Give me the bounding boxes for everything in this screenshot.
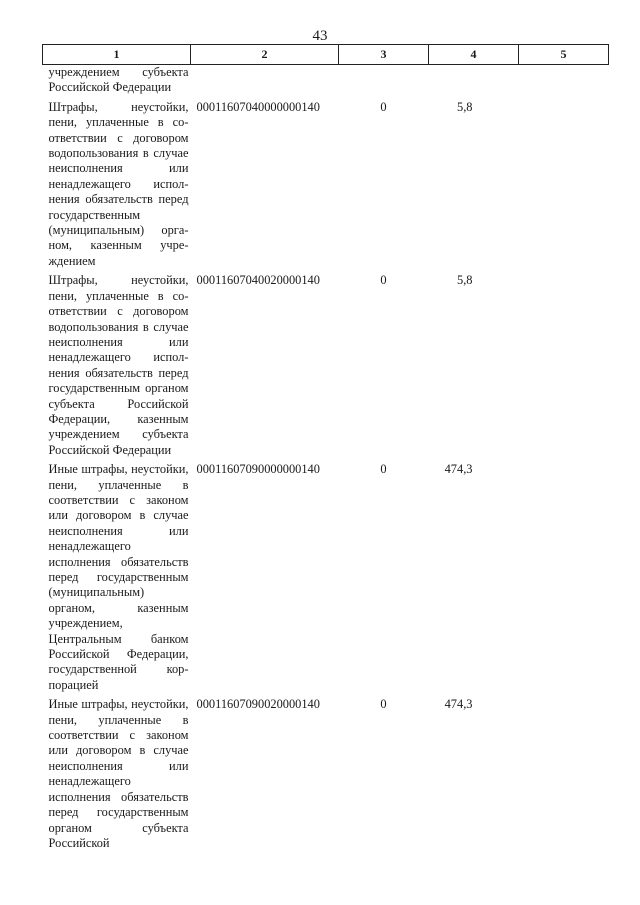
column-header-5: 5 <box>519 45 609 65</box>
row-col4: 474,3 <box>444 697 473 712</box>
row-col5 <box>519 269 609 458</box>
row-col3: 0 <box>380 462 387 477</box>
row-code: 00011607090020000140 <box>196 697 320 712</box>
table-row <box>43 96 609 269</box>
table-row <box>43 458 609 693</box>
row-col3: 0 <box>380 273 387 288</box>
page-number: 43 <box>312 28 328 44</box>
row-name: Штрафы, неустойки, пени, уплаченные в соответствии с договором водопользования в случае неисполнения или ненадлежащего исполнения обязательств перед государственным органом субъекта Российской Федерации, казенным учреждением субъекта Российской Федерации <box>48 273 189 457</box>
row-col4 <box>429 65 519 96</box>
table-row <box>43 65 609 96</box>
row-col4: 474,3 <box>444 462 473 477</box>
row-name: Штрафы, неустойки, пени, уплаченные в соответствии с договором водопользования в случае неисполнения или ненадлежащего исполнения обязательств перед государственным (муниципальным) органом, казенным учреждением <box>48 99 189 268</box>
column-header-3: 3 <box>339 45 429 65</box>
column-header-1: 1 <box>43 45 191 65</box>
row-col5 <box>519 65 609 96</box>
row-col5 <box>519 693 609 851</box>
row-col3: 0 <box>380 697 387 712</box>
column-header-2: 2 <box>191 45 339 65</box>
row-name: Иные штрафы, неустойки, пени, уплаченные в соответствии с законом или договором в случае неисполнения или ненадлежащего исполнения обязательств перед государственным органом субъекта Российской <box>48 697 189 850</box>
row-col4: 5,8 <box>457 99 473 114</box>
row-name: учреждением субъекта Российской Федерации <box>48 65 189 95</box>
table-row <box>43 269 609 458</box>
row-col5 <box>519 458 609 693</box>
row-col3 <box>339 65 429 96</box>
table-row <box>43 693 609 851</box>
row-name: Иные штрафы, неустойки, пени, уплаченные в соответствии с законом или договором в случае неисполнения или ненадлежащего исполнения обязательств перед государственным (муниципальным) органом, казенным учреждением, Центральным банком Российской Федерации, государственной корпорацией <box>48 462 189 692</box>
row-code: 00011607040000000140 <box>196 99 320 114</box>
row-code: 00011607090000000140 <box>196 462 320 477</box>
row-code <box>191 65 339 96</box>
row-code: 00011607040020000140 <box>196 273 320 288</box>
row-col3: 0 <box>380 99 387 114</box>
row-col4: 5,8 <box>457 273 473 288</box>
row-col5 <box>519 96 609 269</box>
column-header-4: 4 <box>429 45 519 65</box>
budget-table <box>42 44 609 851</box>
table-header-row <box>43 45 609 65</box>
